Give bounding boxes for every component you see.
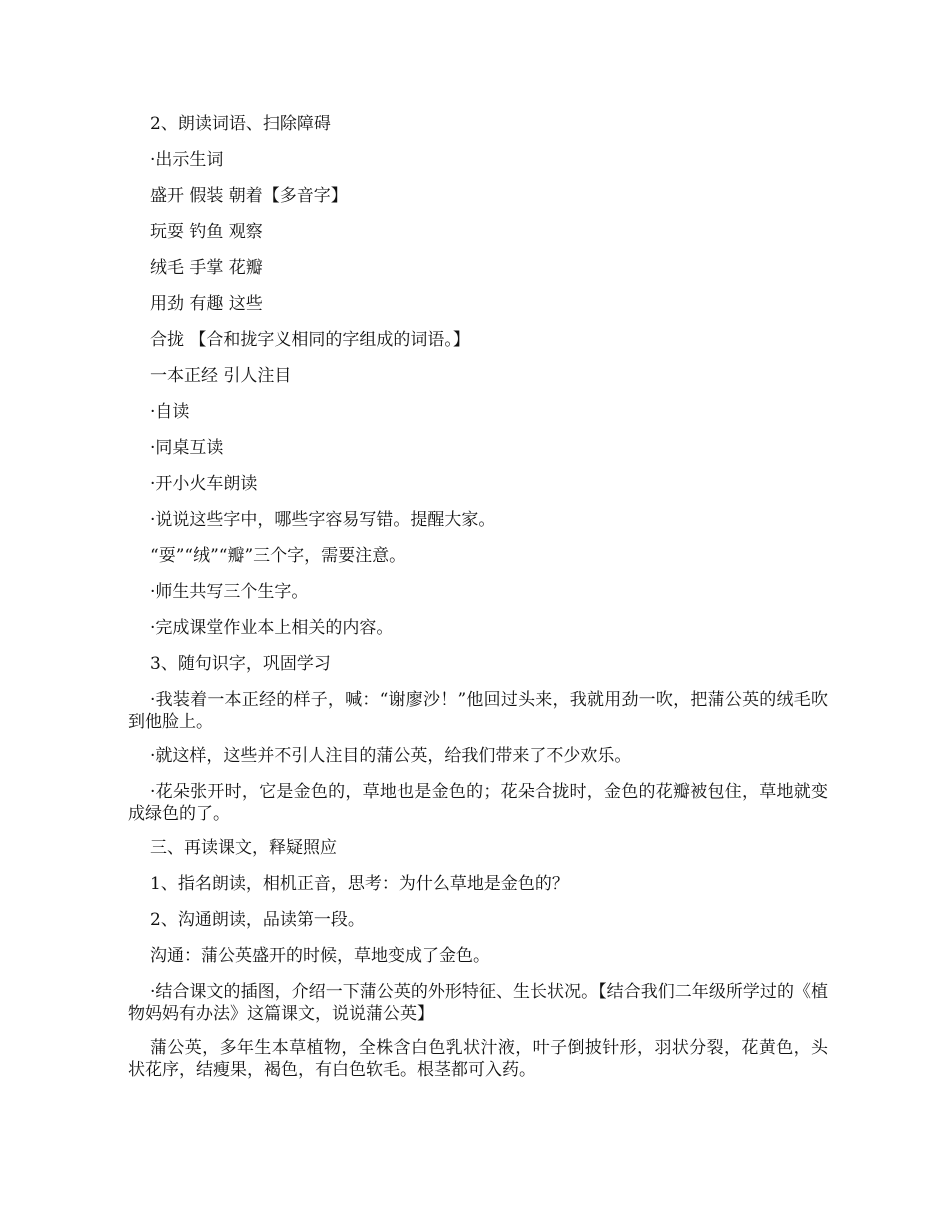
list-item-write-together: ·师生共写三个生字。 [150, 582, 309, 602]
section-heading-sentence-literacy: 3、随句识字，巩固学习 [150, 654, 331, 674]
list-item-named-reading: 1、指名朗读，相机正音，思考：为什么草地是金色的？ [150, 874, 569, 894]
paragraph-reading-3: ·花朵张开时，它是金色的，草地也是金色的；花朵合拢时，金色的花瓣被包住，草地就变成绿色的了。 [128, 782, 828, 824]
list-item-self-read: ·自读 [150, 402, 190, 422]
word-row-5: 合拢 【合和拢字义相同的字组成的词语。】 [150, 330, 470, 350]
list-item-homework: ·完成课堂作业本上相关的内容。 [150, 618, 394, 638]
list-item-show-words: ·出示生词 [150, 150, 224, 170]
paragraph-reading-2: ·就这样，这些并不引人注目的蒲公英，给我们带来了不少欢乐。 [150, 746, 632, 766]
list-item-exchange-reading: 2、沟通朗读，品读第一段。 [150, 910, 365, 930]
list-item-peer-read: ·同桌互读 [150, 438, 224, 458]
word-row-2: 玩耍 钓鱼 观察 [150, 222, 263, 242]
paragraph-reading-1: ·我装着一本正经的样子，喊：“谢廖沙！”他回过头来，我就用劲一吹，把蒲公英的绒毛吹到他脸上。 [128, 690, 828, 732]
section-heading-reread: 三、再读课文，释疑照应 [150, 838, 337, 858]
section-heading-reading-words: 2、朗读词语、扫除障碍 [150, 114, 331, 134]
list-item-hard-characters: ·说说这些字中，哪些字容易写错。提醒大家。 [150, 510, 496, 530]
word-row-4: 用劲 有趣 这些 [150, 294, 263, 314]
paragraph-dandelion-description: 蒲公英，多年生本草植物，全株含白色乳状汁液，叶子倒披针形，羽状分裂，花黄色，头状花序，结瘦果，褐色，有白色软毛。根茎都可入药。 [128, 1038, 828, 1080]
paragraph-illustration: ·结合课文的插图，介绍一下蒲公英的外形特征、生长状况。【结合我们二年级所学过的《植物妈妈有办法》这篇课文，说说蒲公英】 [128, 982, 828, 1024]
list-item-train-read: ·开小火车朗读 [150, 474, 258, 494]
word-row-1: 盛开 假装 朝着【多音字】 [150, 186, 348, 206]
exchange-statement: 沟通：蒲公英盛开的时候，草地变成了金色。 [150, 946, 490, 966]
note-three-characters: “耍”“绒”“瓣”三个字，需要注意。 [150, 546, 407, 566]
word-row-3: 绒毛 手掌 花瓣 [150, 258, 263, 278]
word-row-6: 一本正经 引人注目 [150, 366, 292, 386]
